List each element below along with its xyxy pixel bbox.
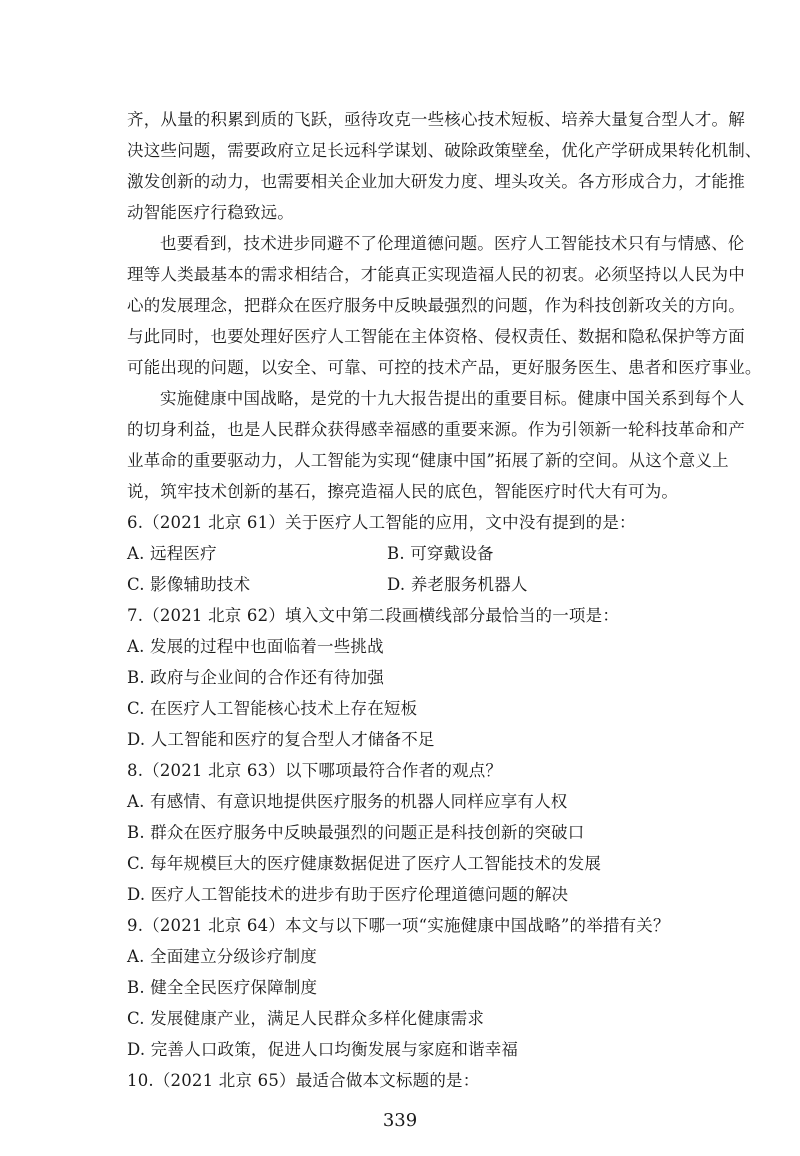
paragraph-3-line-1: 实施健康中国战略，是党的十九大报告提出的重要目标。健康中国关系到每个人 [160,389,745,408]
paragraph-2-line-2: 理等人类最基本的需求相结合，才能真正实现造福人民的初衷。必须坚持以人民为中 [127,265,745,284]
question-7-option-d: D. 人工智能和医疗的复合型人才储备不足 [127,730,435,749]
question-8-option-b: B. 群众在医疗服务中反映最强烈的问题正是科技创新的突破口 [127,823,585,842]
paragraph-1-line-4: 动智能医疗行稳致远。 [127,203,294,222]
question-9-option-c: C. 发展健康产业，满足人民群众多样化健康需求 [127,1009,485,1028]
paragraph-3-line-3: 业革命的重要驱动力，人工智能为实现“健康中国”拓展了新的空间。从这个意义上 [127,451,729,470]
question-7-option-b: B. 政府与企业间的合作还有待加强 [127,668,385,687]
paragraph-2-line-4: 与此同时，也要处理好医疗人工智能在主体资格、侵权责任、数据和隐私保护等方面 [127,327,745,346]
question-7-option-c: C. 在医疗人工智能核心技术上存在短板 [127,699,418,718]
paragraph-2-line-3: 心的发展理念，把群众在医疗服务中反映最强烈的问题，作为科技创新攻关的方向。 [127,296,745,315]
paragraph-1-line-3: 激发创新的动力，也需要相关企业加大研发力度、埋头攻关。各方形成合力，才能推 [127,172,745,191]
question-6-option-b: B. 可穿戴设备 [387,544,494,563]
question-9-option-b: B. 健全全民医疗保障制度 [127,978,318,997]
question-9-stem: 9.（2021 北京 64）本文与以下哪一项“实施健康中国战略”的举措有关？ [127,916,670,935]
question-8-stem: 8.（2021 北京 63）以下哪项最符合作者的观点？ [127,761,503,780]
question-9-option-d: D. 完善人口政策，促进人口均衡发展与家庭和谐幸福 [127,1040,519,1059]
question-6-option-a: A. 远程医疗 [127,544,217,563]
paragraph-3-line-2: 的切身利益，也是人民群众获得感幸福感的重要来源。作为引领新一轮科技革命和产 [127,420,745,439]
question-6-stem: 6.（2021 北京 61）关于医疗人工智能的应用，文中没有提到的是： [127,513,636,532]
paragraph-1-line-2: 决这些问题，需要政府立足长远科学谋划、破除政策壁垒，优化产学研成果转化机制、 [127,141,762,160]
paragraph-3-line-4: 说，筑牢技术创新的基石，擦亮造福人民的底色，智能医疗时代大有可为。 [127,482,679,501]
paragraph-1-line-1: 齐，从量的积累到质的飞跃，亟待攻克一些核心技术短板、培养大量复合型人才。解 [127,110,745,129]
question-7-option-a: A. 发展的过程中也面临着一些挑战 [127,637,384,656]
question-6-option-c: C. 影像辅助技术 [127,575,251,594]
page-number: 339 [382,1110,418,1131]
question-9-option-a: A. 全面建立分级诊疗制度 [127,947,318,966]
paragraph-2-line-1: 也要看到，技术进步同避不了伦理道德问题。医疗人工智能技术只有与情感、伦 [160,234,745,253]
paragraph-2-line-5: 可能出现的问题，以安全、可靠、可控的技术产品，更好服务医生、患者和医疗事业。 [127,358,762,377]
question-8-option-d: D. 医疗人工智能技术的进步有助于医疗伦理道德问题的解决 [127,885,569,904]
question-8-option-a: A. 有感情、有意识地提供医疗服务的机器人同样应享有人权 [127,792,568,811]
question-6-option-d: D. 养老服务机器人 [387,575,528,594]
question-10-stem: 10.（2021 北京 65）最适合做本文标题的是： [127,1071,480,1090]
question-8-option-c: C. 每年规模巨大的医疗健康数据促进了医疗人工智能技术的发展 [127,854,602,873]
question-7-stem: 7.（2021 北京 62）填入文中第二段画横线部分最恰当的一项是： [127,606,620,625]
